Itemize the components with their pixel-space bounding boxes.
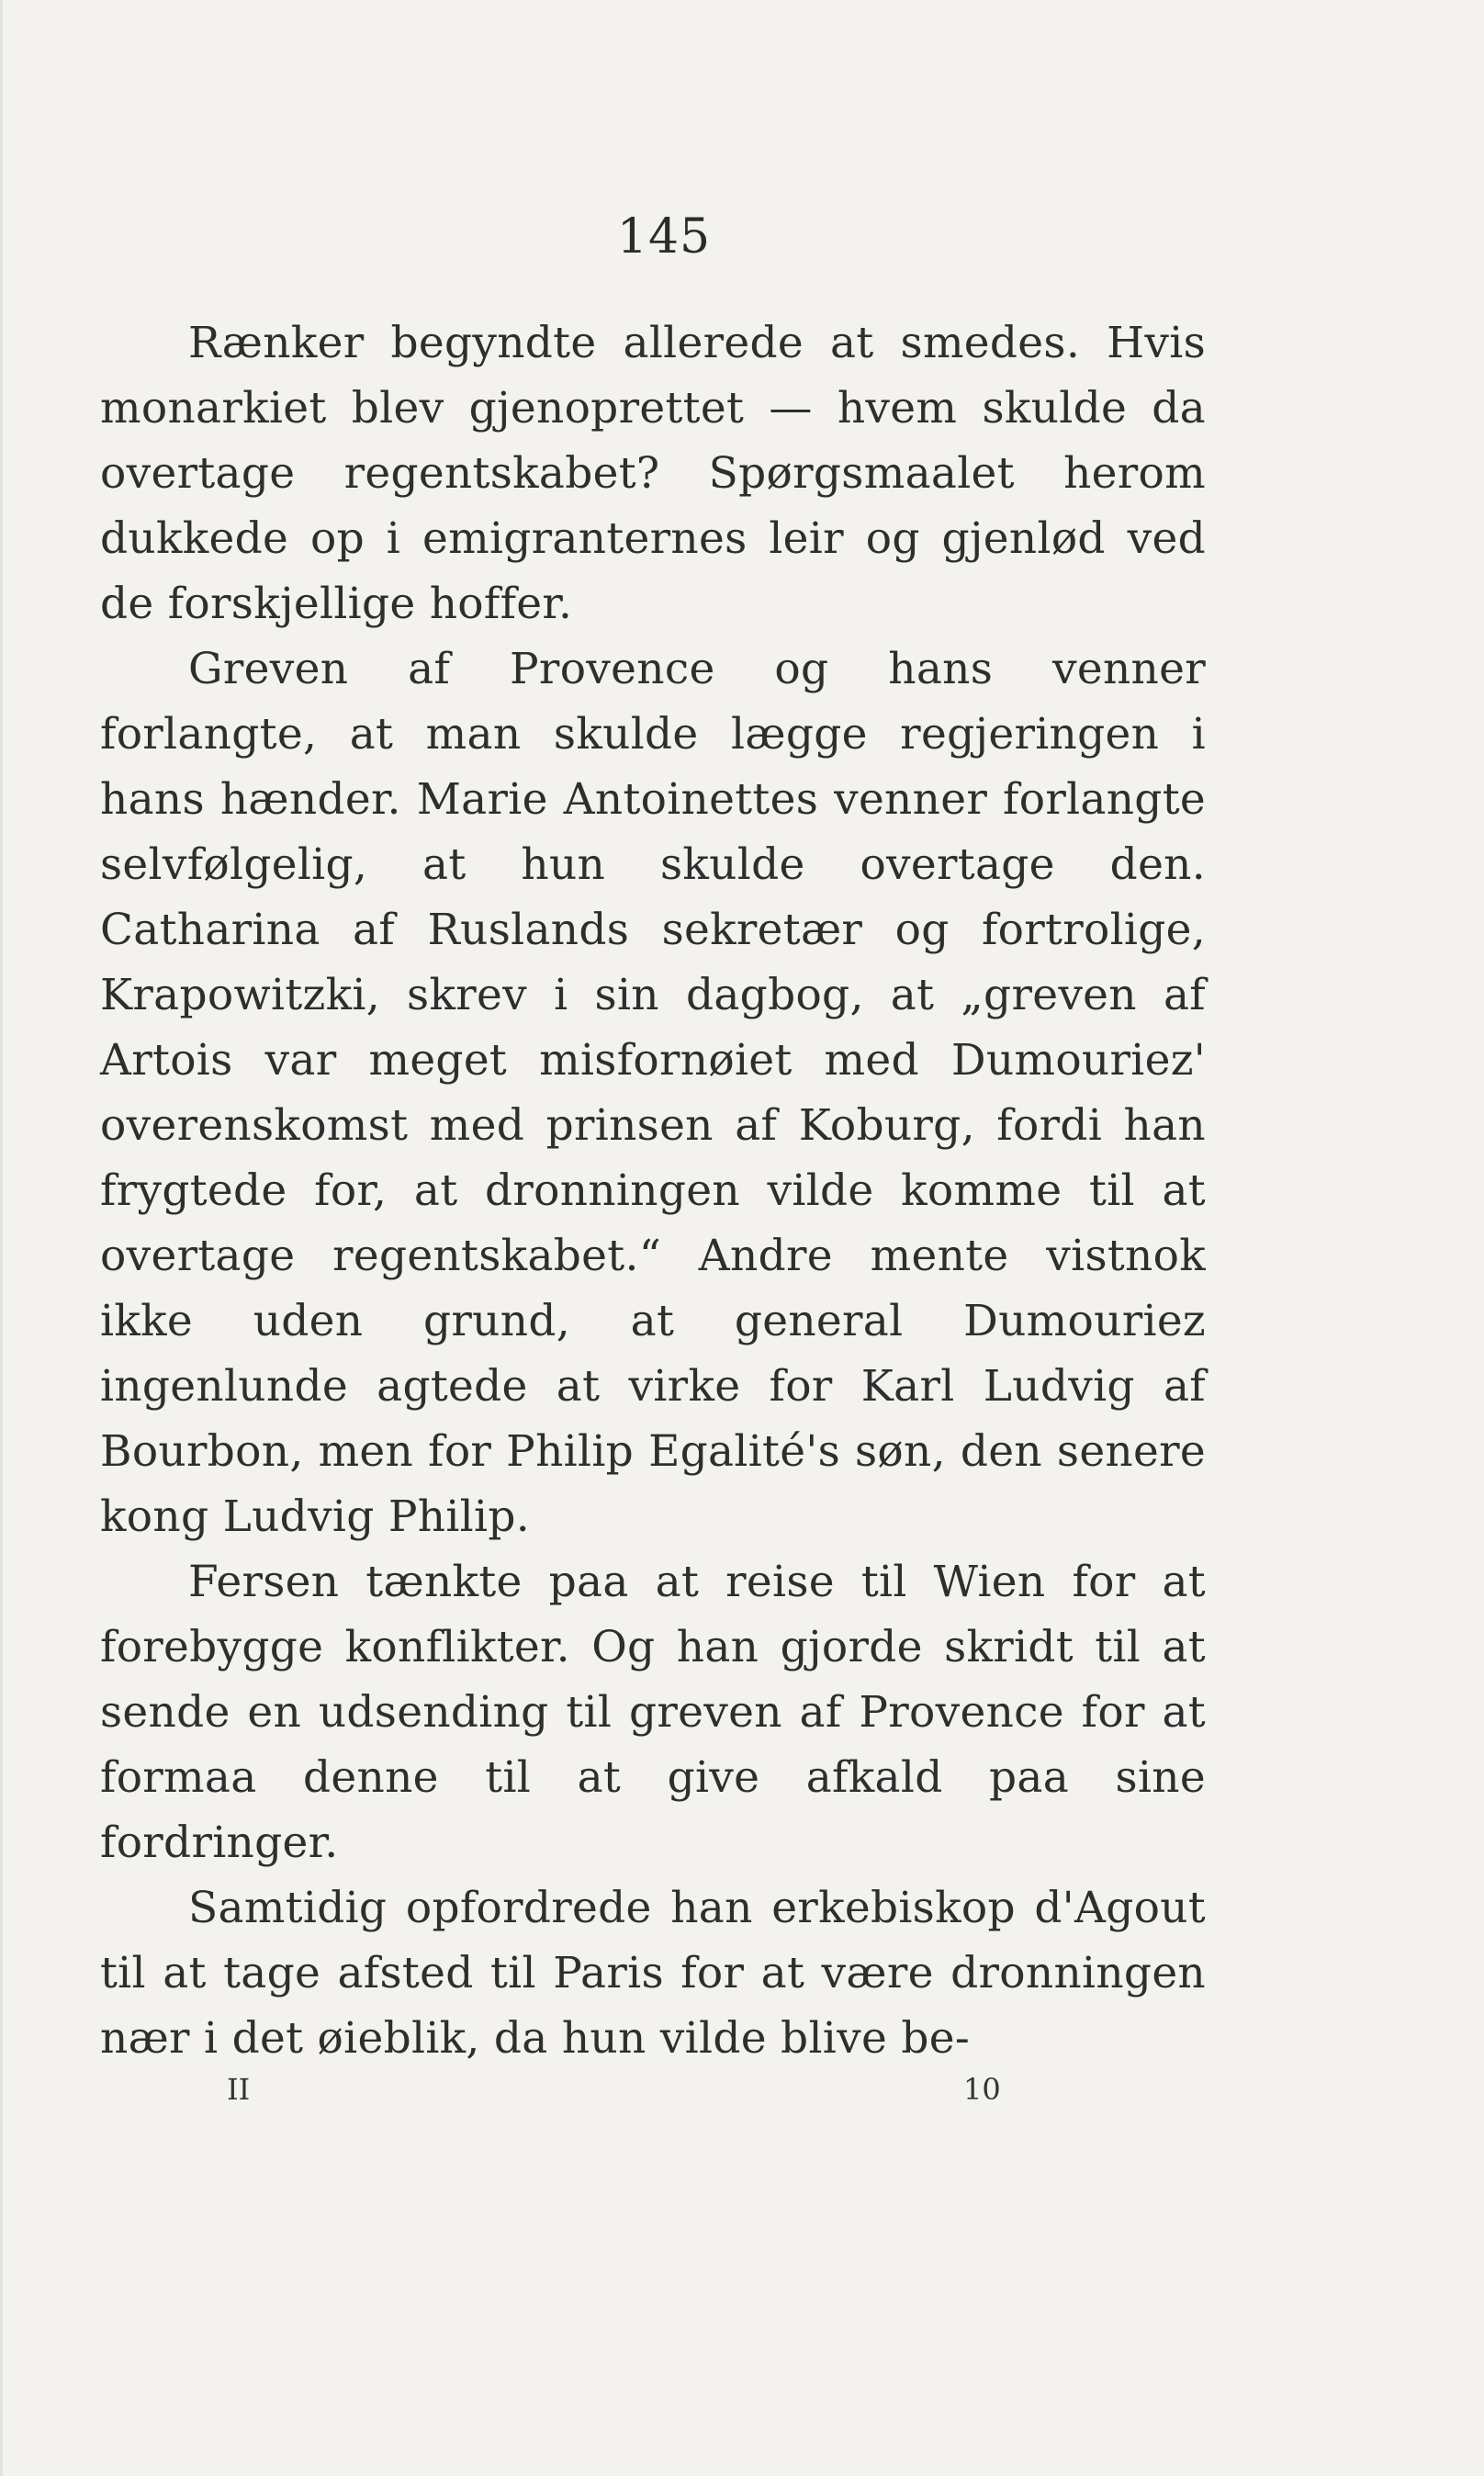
paragraph-1: Rænker begyndte allerede at smedes. Hvis monarkiet blev gjenoprettet — hvem skulde da overtage regentskabet? Spørgsmaalet herom dukkede op i emigranternes leir og gjenlød ved de forskjellige hoffer. [100,318,1206,629]
body-text [100,310,1206,2071]
signature-mark-right: 10 [963,2072,1001,2107]
paragraph-3: Fersen tænkte paa at reise til Wien for at forebygge konflikter. Og han gjorde skridt til at sende en udsending til greven af Provence for at formaa denne til at give afkald paa sine fordringer. [100,1557,1206,1868]
paragraph-4: Samtidig opfordrede han erkebiskop d'Agout til at tage afsted til Paris for at være dronningen nær i det øieblik, da hun vilde blive be- [100,1883,1206,2064]
page-number: 145 [616,209,712,264]
signature-mark-left: II [227,2072,251,2107]
paragraph-2: Greven af Provence og hans venner forlangte, at man skulde lægge regjeringen i hans hænder. Marie Antoinettes venner forlangte selvfølgelig, at hun skulde overtage den. Catharina af Ruslands sekretær og fortrolige, Krapowitzki, skrev i sin dagbog, at „greven af Artois var meget misfornøiet med Dumouriez' overenskomst med prinsen af Koburg, fordi han frygtede for, at dronningen vilde komme til at overtage regentskabet.“ Andre mente vistnok ikke uden grund, at general Dumouriez ingenlunde agtede at virke for Karl Ludvig af Bourbon, men for Philip Egalité's søn, den senere kong Ludvig Philip. [100,644,1206,1542]
page-footer [3,2072,1484,2109]
